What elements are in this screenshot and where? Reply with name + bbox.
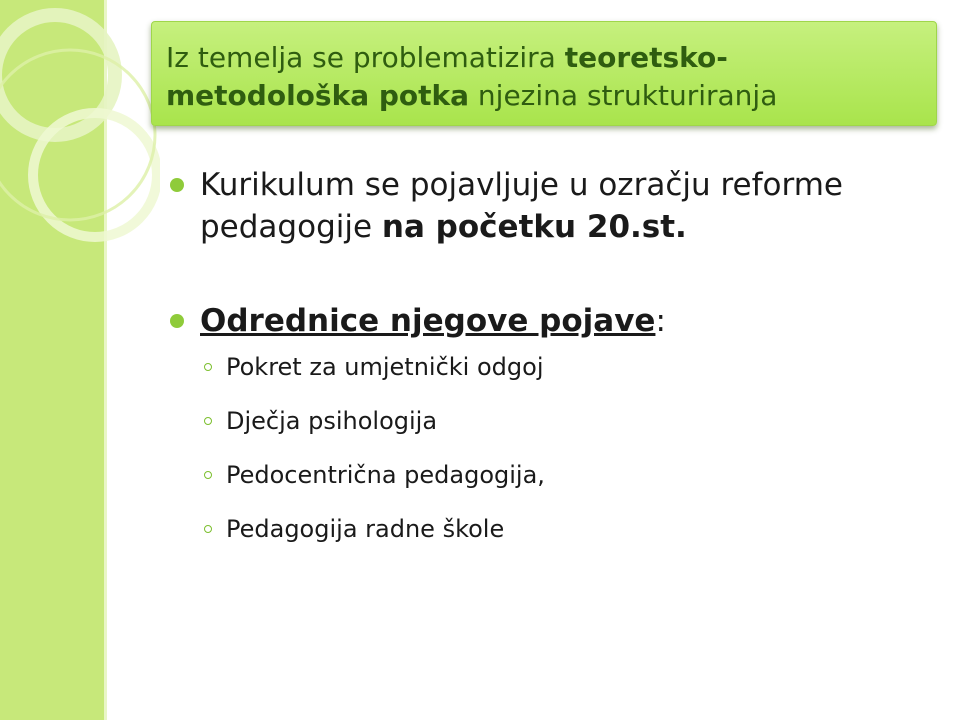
bullet-odrednice <box>170 300 940 342</box>
subitem <box>170 352 940 382</box>
bullet-kurikulum <box>170 164 940 248</box>
ring-bullet-icon <box>204 363 212 371</box>
subitem-text: Dječja psihologija <box>226 407 438 435</box>
subitem-text: Pedagogija radne škole <box>226 515 505 543</box>
subitem <box>170 406 940 436</box>
title-text-bold: teoretsko-metodološka potka <box>166 41 728 112</box>
bullet-dot-icon <box>170 178 184 192</box>
subitem-text: Pokret za umjetnički odgoj <box>226 353 544 381</box>
bullet-text-bold: na početku 20.st. <box>381 209 687 245</box>
decorative-circles <box>0 0 160 720</box>
bullet-heading-colon: : <box>655 303 666 339</box>
bullet-heading-underlined: Odrednice njegove pojave <box>200 303 656 339</box>
title-text-regular: Iz temelja se problematizira <box>166 41 565 74</box>
ring-bullet-icon <box>204 471 212 479</box>
slide-title <box>151 21 937 126</box>
subitem <box>170 460 940 490</box>
slide-content <box>170 164 940 544</box>
bullet-text: Kurikulum se pojavljuje u ozračju reforme pedagogije <box>200 167 843 245</box>
ring-bullet-icon <box>204 525 212 533</box>
subitem-text: Pedocentrična pedagogija, <box>226 461 545 489</box>
bullet-dot-icon <box>170 314 184 328</box>
subitem <box>170 514 940 544</box>
ring-bullet-icon <box>204 417 212 425</box>
title-text-end: njezina strukturiranja <box>469 79 778 112</box>
